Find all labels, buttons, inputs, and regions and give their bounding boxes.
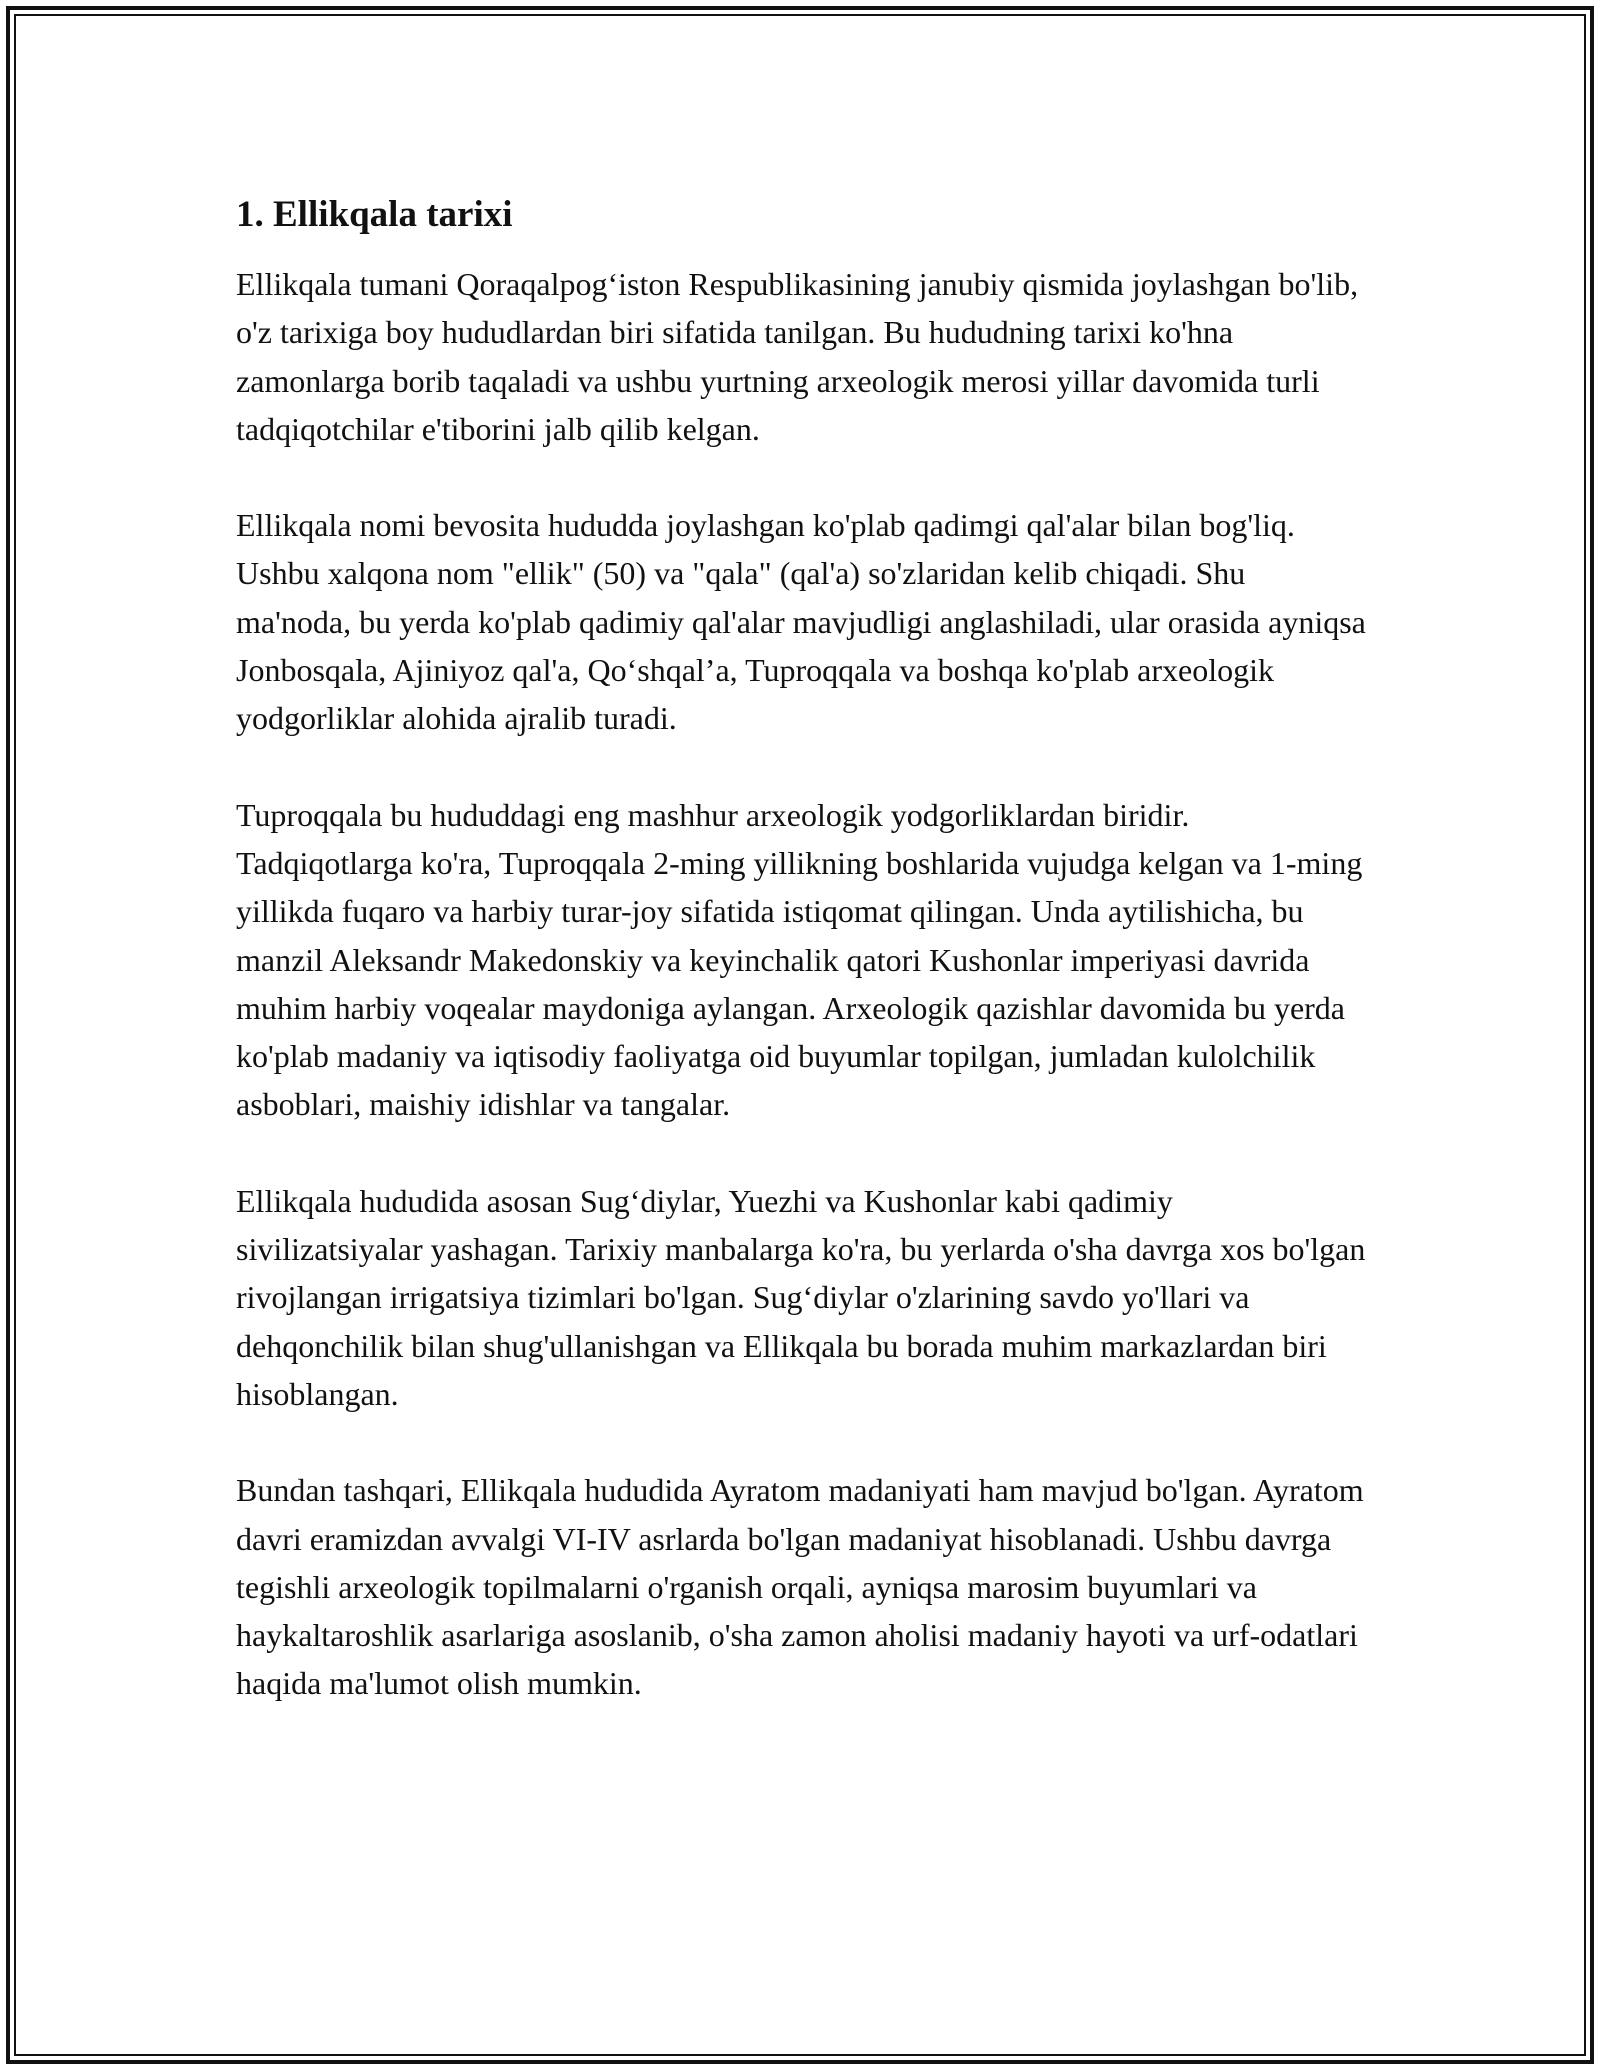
paragraph-4: Ellikqala hududida asosan Sug‘diylar, Yuezhi va Kushonlar kabi qadimiy sivilizatsiyalar yashagan. Tarixiy manbalarga ko'ra, bu yerlarda o'sha davrga xos bo'lgan rivojlangan irrigatsiya tizimlari bo'lgan. Sug‘diylar o'zlarining savdo yo'llari va dehqonchilik bilan shug'ullanishgan va Ellikqala bu borada muhim markazlardan biri hisoblangan. bbox=[236, 1182, 1366, 1412]
document-body bbox=[236, 188, 1366, 1708]
section-heading: 1. Ellikqala tarixi bbox=[236, 194, 513, 235]
paragraph-1: Ellikqala tumani Qoraqalpog‘iston Respublikasining janubiy qismida joylashgan bo'lib, o'z tarixiga boy hududlardan biri sifatida tanilgan. Bu hududning tarixi ko'hna zamonlarga borib taqaladi va ushbu yurtning arxeologik merosi yillar davomida turli tadqiqotchilar e'tiborini jalb qilib kelgan. bbox=[236, 266, 1359, 447]
paragraph-3: Tuproqqala bu hududdagi eng mashhur arxeologik yodgorliklardan biridir. Tadqiqotlarga ko'ra, Tuproqqala 2-ming yillikning boshlarida vujudga kelgan va 1-ming yillikda fuqaro va harbiy turar-joy sifatida istiqomat qilingan. Unda aytilishicha, bu manzil Aleksandr Makedonskiy va keyinchalik qatori Kushonlar imperiyasi davrida muhim harbiy voqealar maydoniga aylangan. Arxeologik qazishlar davomida bu yerda ko'plab madaniy va iqtisodiy faoliyatga oid buyumlar topilgan, jumladan kulolchilik asboblari, maishiy idishlar va tangalar. bbox=[236, 796, 1363, 1123]
paragraph-2: Ellikqala nomi bevosita hududda joylashgan ko'plab qadimgi qal'alar bilan bog'liq. Ushbu xalqona nom "ellik" (50) va "qala" (qal'a) so'zlaridan kelib chiqadi. Shu ma'noda, bu yerda ko'plab qadimiy qal'alar mavjudligi anglashiladi, ular orasida ayniqsa Jonbosqala, Ajiniyoz qal'a, Qo‘shqal’a, Tuproqqala va boshqa ko'plab arxeologik yodgorliklar alohida ajralib turadi. bbox=[236, 507, 1366, 737]
paragraph-5: Bundan tashqari, Ellikqala hududida Ayratom madaniyati ham mavjud bo'lgan. Ayratom davri eramizdan avvalgi VI-IV asrlarda bo'lgan madaniyat hisoblanadi. Ushbu davrga tegishli arxeologik topilmalarni o'rganish orqali, ayniqsa marosim buyumlari va haykaltaroshlik asarlariga asoslanib, o'sha zamon aholisi madaniy hayoti va urf-odatlari haqida ma'lumot olish mumkin. bbox=[236, 1472, 1364, 1702]
